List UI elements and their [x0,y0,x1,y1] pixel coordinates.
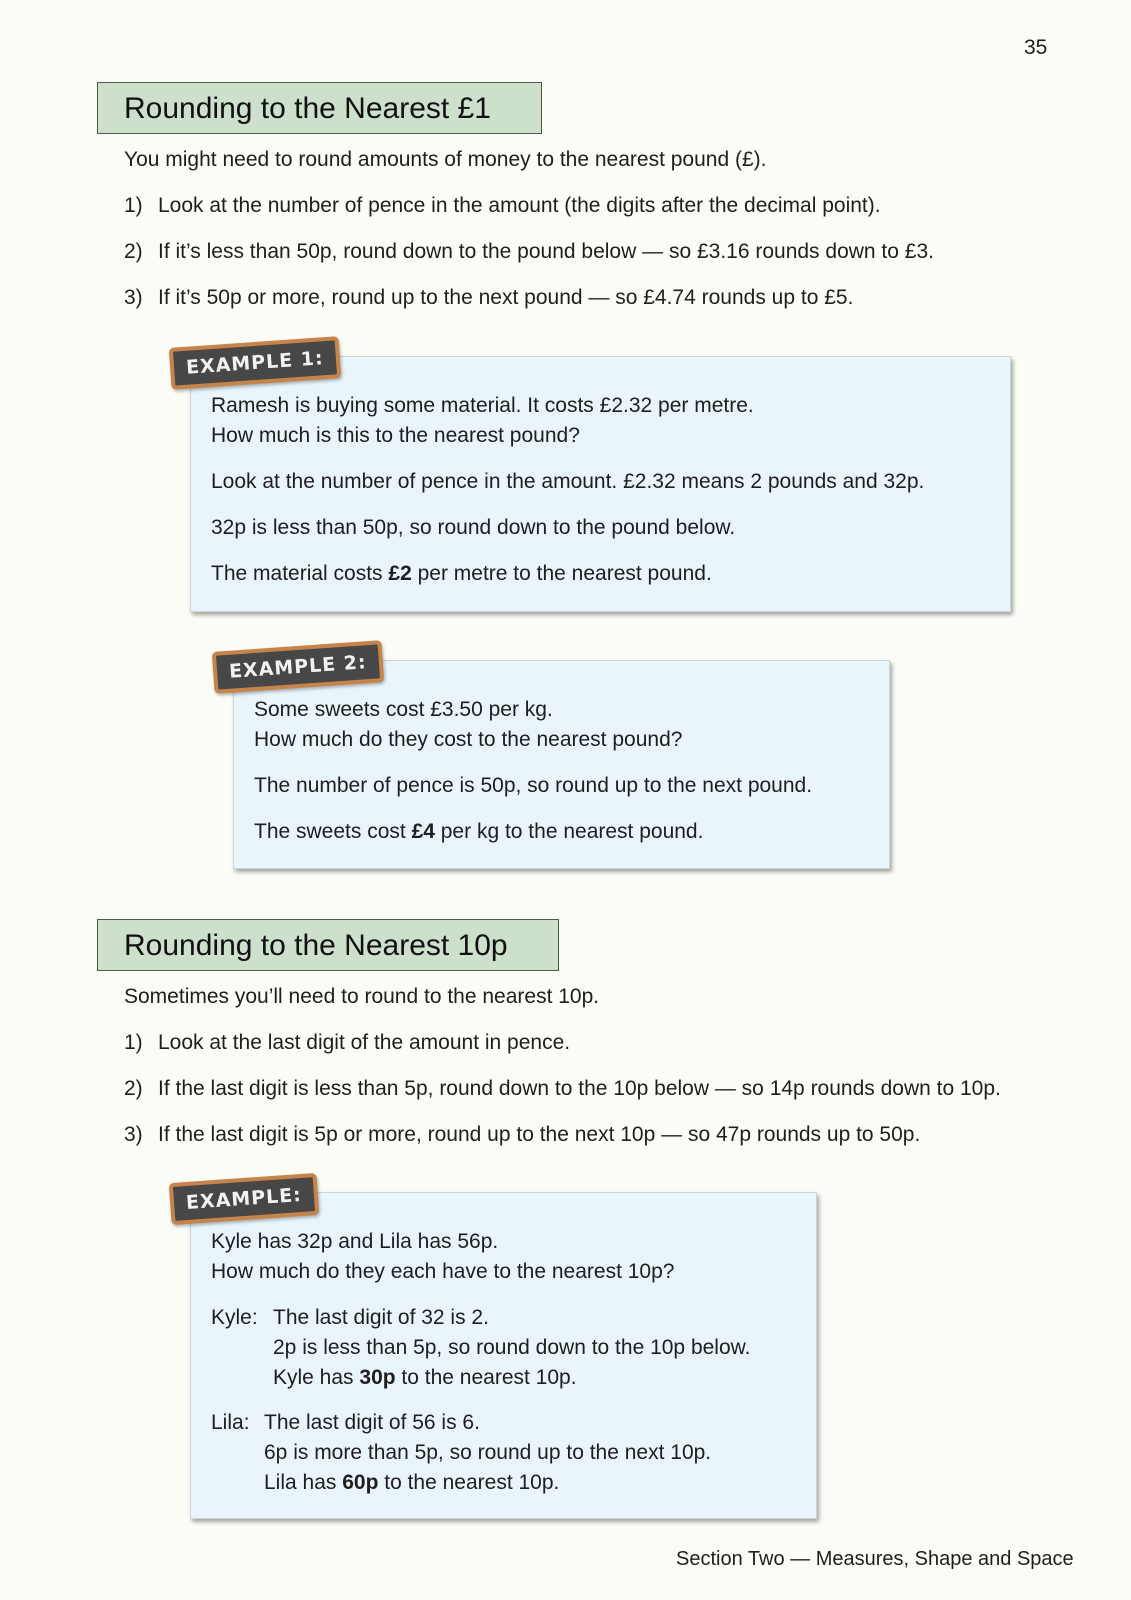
answer-value: £4 [411,820,435,843]
page-number: 35 [1024,36,1048,59]
example-3-question-line-1: Kyle has 32p and Lila has 56p. [211,1230,499,1253]
step-text: If it’s 50p or more, round up to the next pound — so £4.74 rounds up to £5. [158,286,854,309]
kyle-line-2: 2p is less than 5p, so round down to the 10p below. [273,1336,751,1359]
example-1-question-line-1: Ramesh is buying some material. It costs £2.32 per metre. [211,394,754,417]
example-1-box [190,356,1011,612]
answer-value: £2 [388,562,412,585]
answer-value: 30p [359,1366,396,1389]
section2-intro: Sometimes you’ll need to round to the nearest 10p. [124,985,600,1008]
section1-step-1 [124,194,881,218]
example-1-answer-line-2: 32p is less than 50p, so round down to the pound below. [211,516,736,539]
step-number: 3) [124,286,143,309]
example-2-question-line-2: How much do they cost to the nearest pound? [254,728,683,751]
example-2-badge: EXAMPLE 2: [212,640,384,694]
section1-step-2 [124,240,934,264]
step-number: 1) [124,1031,143,1054]
section2-step-2 [124,1077,1001,1101]
section2-step-1 [124,1031,570,1055]
section-heading-nearest-10p: Rounding to the Nearest 10p [97,919,559,971]
example-3-badge: EXAMPLE: [169,1173,319,1225]
lila-line-3 [264,1468,559,1498]
step-text: If the last digit is less than 5p, round down to the 10p below — so 14p rounds down to 10p. [158,1077,1001,1100]
step-text: Look at the last digit of the amount in pence. [158,1031,571,1054]
lila-label: Lila: [211,1411,250,1434]
text: The sweets cost [254,820,412,843]
example-1-question-line-2: How much is this to the nearest pound? [211,424,580,447]
text: per metre to the nearest pound. [411,562,712,585]
text: Lila has [264,1471,343,1494]
example-2-box [233,660,890,869]
example-1-answer-line-3 [211,559,712,589]
example-2-answer-line-1: The number of pence is 50p, so round up to the next pound. [254,774,813,797]
example-2-question-line-1: Some sweets cost £3.50 per kg. [254,698,553,721]
footer-section-title: Section Two — Measures, Shape and Space [676,1548,1074,1570]
kyle-line-1: The last digit of 32 is 2. [273,1306,489,1329]
section2-step-3 [124,1123,920,1147]
step-text: If the last digit is 5p or more, round up to the next 10p — so 47p rounds up to 50p. [158,1123,921,1146]
example-3-box [190,1192,817,1519]
text: per kg to the nearest pound. [434,820,704,843]
step-number: 2) [124,1077,143,1100]
text: The material costs [211,562,389,585]
text: Kyle has [273,1366,360,1389]
text: to the nearest 10p. [395,1366,577,1389]
example-1-badge: EXAMPLE 1: [169,336,341,390]
example-1-answer-line-1: Look at the number of pence in the amount. £2.32 means 2 pounds and 32p. [211,470,925,493]
step-number: 1) [124,194,143,217]
section1-intro: You might need to round amounts of money to the nearest pound (£). [124,148,767,171]
kyle-label: Kyle: [211,1306,258,1329]
step-number: 2) [124,240,143,263]
lila-line-1: The last digit of 56 is 6. [264,1411,480,1434]
example-3-question-line-2: How much do they each have to the nearest 10p? [211,1260,675,1283]
example-2-answer-line-2 [254,817,703,847]
step-text: If it’s less than 50p, round down to the pound below — so £3.16 rounds down to £3. [158,240,934,263]
section1-step-3 [124,286,853,310]
step-number: 3) [124,1123,143,1146]
step-text: Look at the number of pence in the amount (the digits after the decimal point). [158,194,881,217]
section-heading-nearest-pound: Rounding to the Nearest £1 [97,82,542,134]
answer-value: 60p [342,1471,379,1494]
text: to the nearest 10p. [378,1471,560,1494]
lila-line-2: 6p is more than 5p, so round up to the next 10p. [264,1441,712,1464]
kyle-line-3 [273,1363,577,1393]
